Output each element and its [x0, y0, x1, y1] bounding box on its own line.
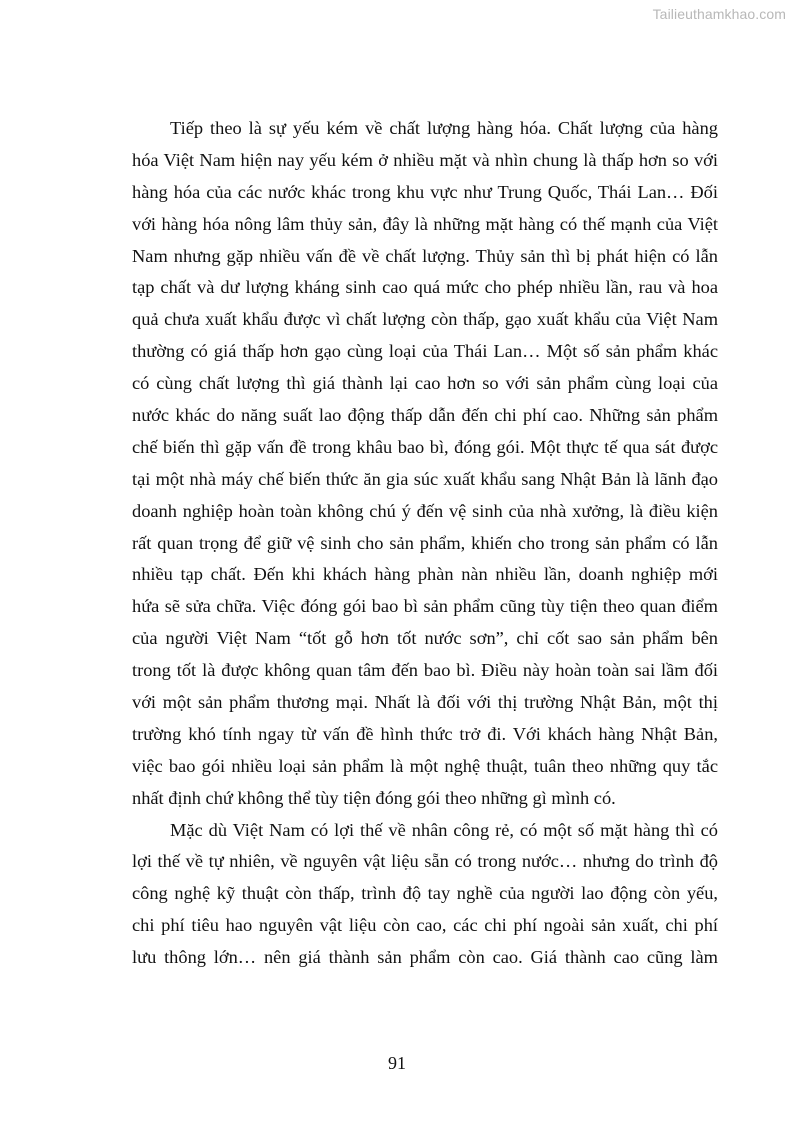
paragraph-1-line-11: chế biến thì gặp vấn đề trong khâu bao bì, đóng gói. Một thực tế qua sát được	[132, 436, 718, 457]
paragraph-1-line-16: hứa sẽ sửa chữa. Việc đóng gói bao bì sản phẩm cũng tùy tiện theo quan điểm	[132, 596, 718, 617]
paragraph-1-line-12: tại một nhà máy chế biến thức ăn gia súc xuất khẩu sang Nhật Bản là lãnh đạo	[132, 468, 718, 489]
paragraph-1-line-21: việc bao gói nhiều loại sản phẩm là một nghệ thuật, tuân theo những quy tắc	[132, 755, 718, 776]
paragraph-1-line-15: nhiều tạp chất. Đến khi khách hàng phàn nàn nhiều lần, doanh nghiệp mới	[132, 564, 718, 585]
paragraph-2-line-3: công nghệ kỹ thuật còn thấp, trình độ tay nghề của người lao động còn yếu,	[132, 883, 718, 904]
document-body	[132, 113, 718, 974]
paragraph-1-line-17: của người Việt Nam “tốt gỗ hơn tốt nước sơn”, chỉ cốt sao sản phẩm bên	[132, 628, 718, 649]
paragraph-1-line-14: rất quan trọng để giữ vệ sinh cho sản phẩm, khiến cho trong sản phẩm có lẫn	[132, 532, 718, 553]
paragraph-1-line-18: trong tốt là được không quan tâm đến bao bì. Điều này hoàn toàn sai lầm đối	[132, 660, 718, 681]
paragraph-2-line-1: Mặc dù Việt Nam có lợi thế về nhân công rẻ, có một số mặt hàng thì có	[170, 819, 718, 840]
paragraph-1-line-7: quả chưa xuất khẩu được vì chất lượng còn thấp, gạo xuất khẩu của Việt Nam	[132, 309, 718, 330]
paragraph-1-line-4: với hàng hóa nông lâm thủy sản, đây là những mặt hàng có thế mạnh của Việt	[132, 213, 718, 234]
paragraph-1-line-10: nước khác do năng suất lao động thấp dẫn đến chi phí cao. Những sản phẩm	[132, 405, 718, 426]
paragraph-1-line-8: thường có giá thấp hơn gạo cùng loại của Thái Lan… Một số sản phẩm khác	[132, 341, 718, 362]
page-number: 91	[388, 1053, 406, 1073]
paragraph-1-line-5: Nam nhưng gặp nhiều vấn đề về chất lượng. Thủy sản thì bị phát hiện có lẫn	[132, 245, 718, 266]
paragraph-1-line-9: có cùng chất lượng thì giá thành lại cao hơn so với sản phẩm cùng loại của	[132, 373, 718, 394]
watermark-text: Tailieuthamkhao.com	[652, 6, 786, 22]
paragraph-2-line-5: lưu thông lớn… nên giá thành sản phẩm còn cao. Giá thành cao cũng làm	[132, 947, 718, 968]
paragraph-1-line-1: Tiếp theo là sự yếu kém về chất lượng hàng hóa. Chất lượng của hàng	[170, 118, 718, 138]
paragraph-1-line-19: với một sản phẩm thương mại. Nhất là đối với thị trường Nhật Bản, một thị	[132, 692, 718, 713]
paragraph-1-line-13: doanh nghiệp hoàn toàn không chú ý đến vệ sinh của nhà xưởng, là điều kiện	[132, 500, 718, 521]
paragraph-1-line-3: hàng hóa của các nước khác trong khu vực như Trung Quốc, Thái Lan… Đối	[132, 181, 718, 202]
paragraph-1-line-22: nhất định chứ không thể tùy tiện đóng gói theo những gì mình có.	[132, 787, 616, 808]
paragraph-1-line-6: tạp chất và dư lượng kháng sinh cao quá mức cho phép nhiều lần, rau và hoa	[132, 277, 718, 298]
paragraph-2-line-2: lợi thế về tự nhiên, về nguyên vật liệu sẵn có trong nước… nhưng do trình độ	[132, 851, 718, 872]
paragraph-2-line-4: chi phí tiêu hao nguyên vật liệu còn cao, các chi phí ngoài sản xuất, chi phí	[132, 915, 718, 936]
paragraph-1-line-20: trường khó tính ngay từ vấn đề hình thức trở đi. Với khách hàng Nhật Bản,	[132, 723, 718, 744]
paragraph-1-line-2: hóa Việt Nam hiện nay yếu kém ở nhiều mặt và nhìn chung là thấp hơn so với	[132, 149, 718, 170]
